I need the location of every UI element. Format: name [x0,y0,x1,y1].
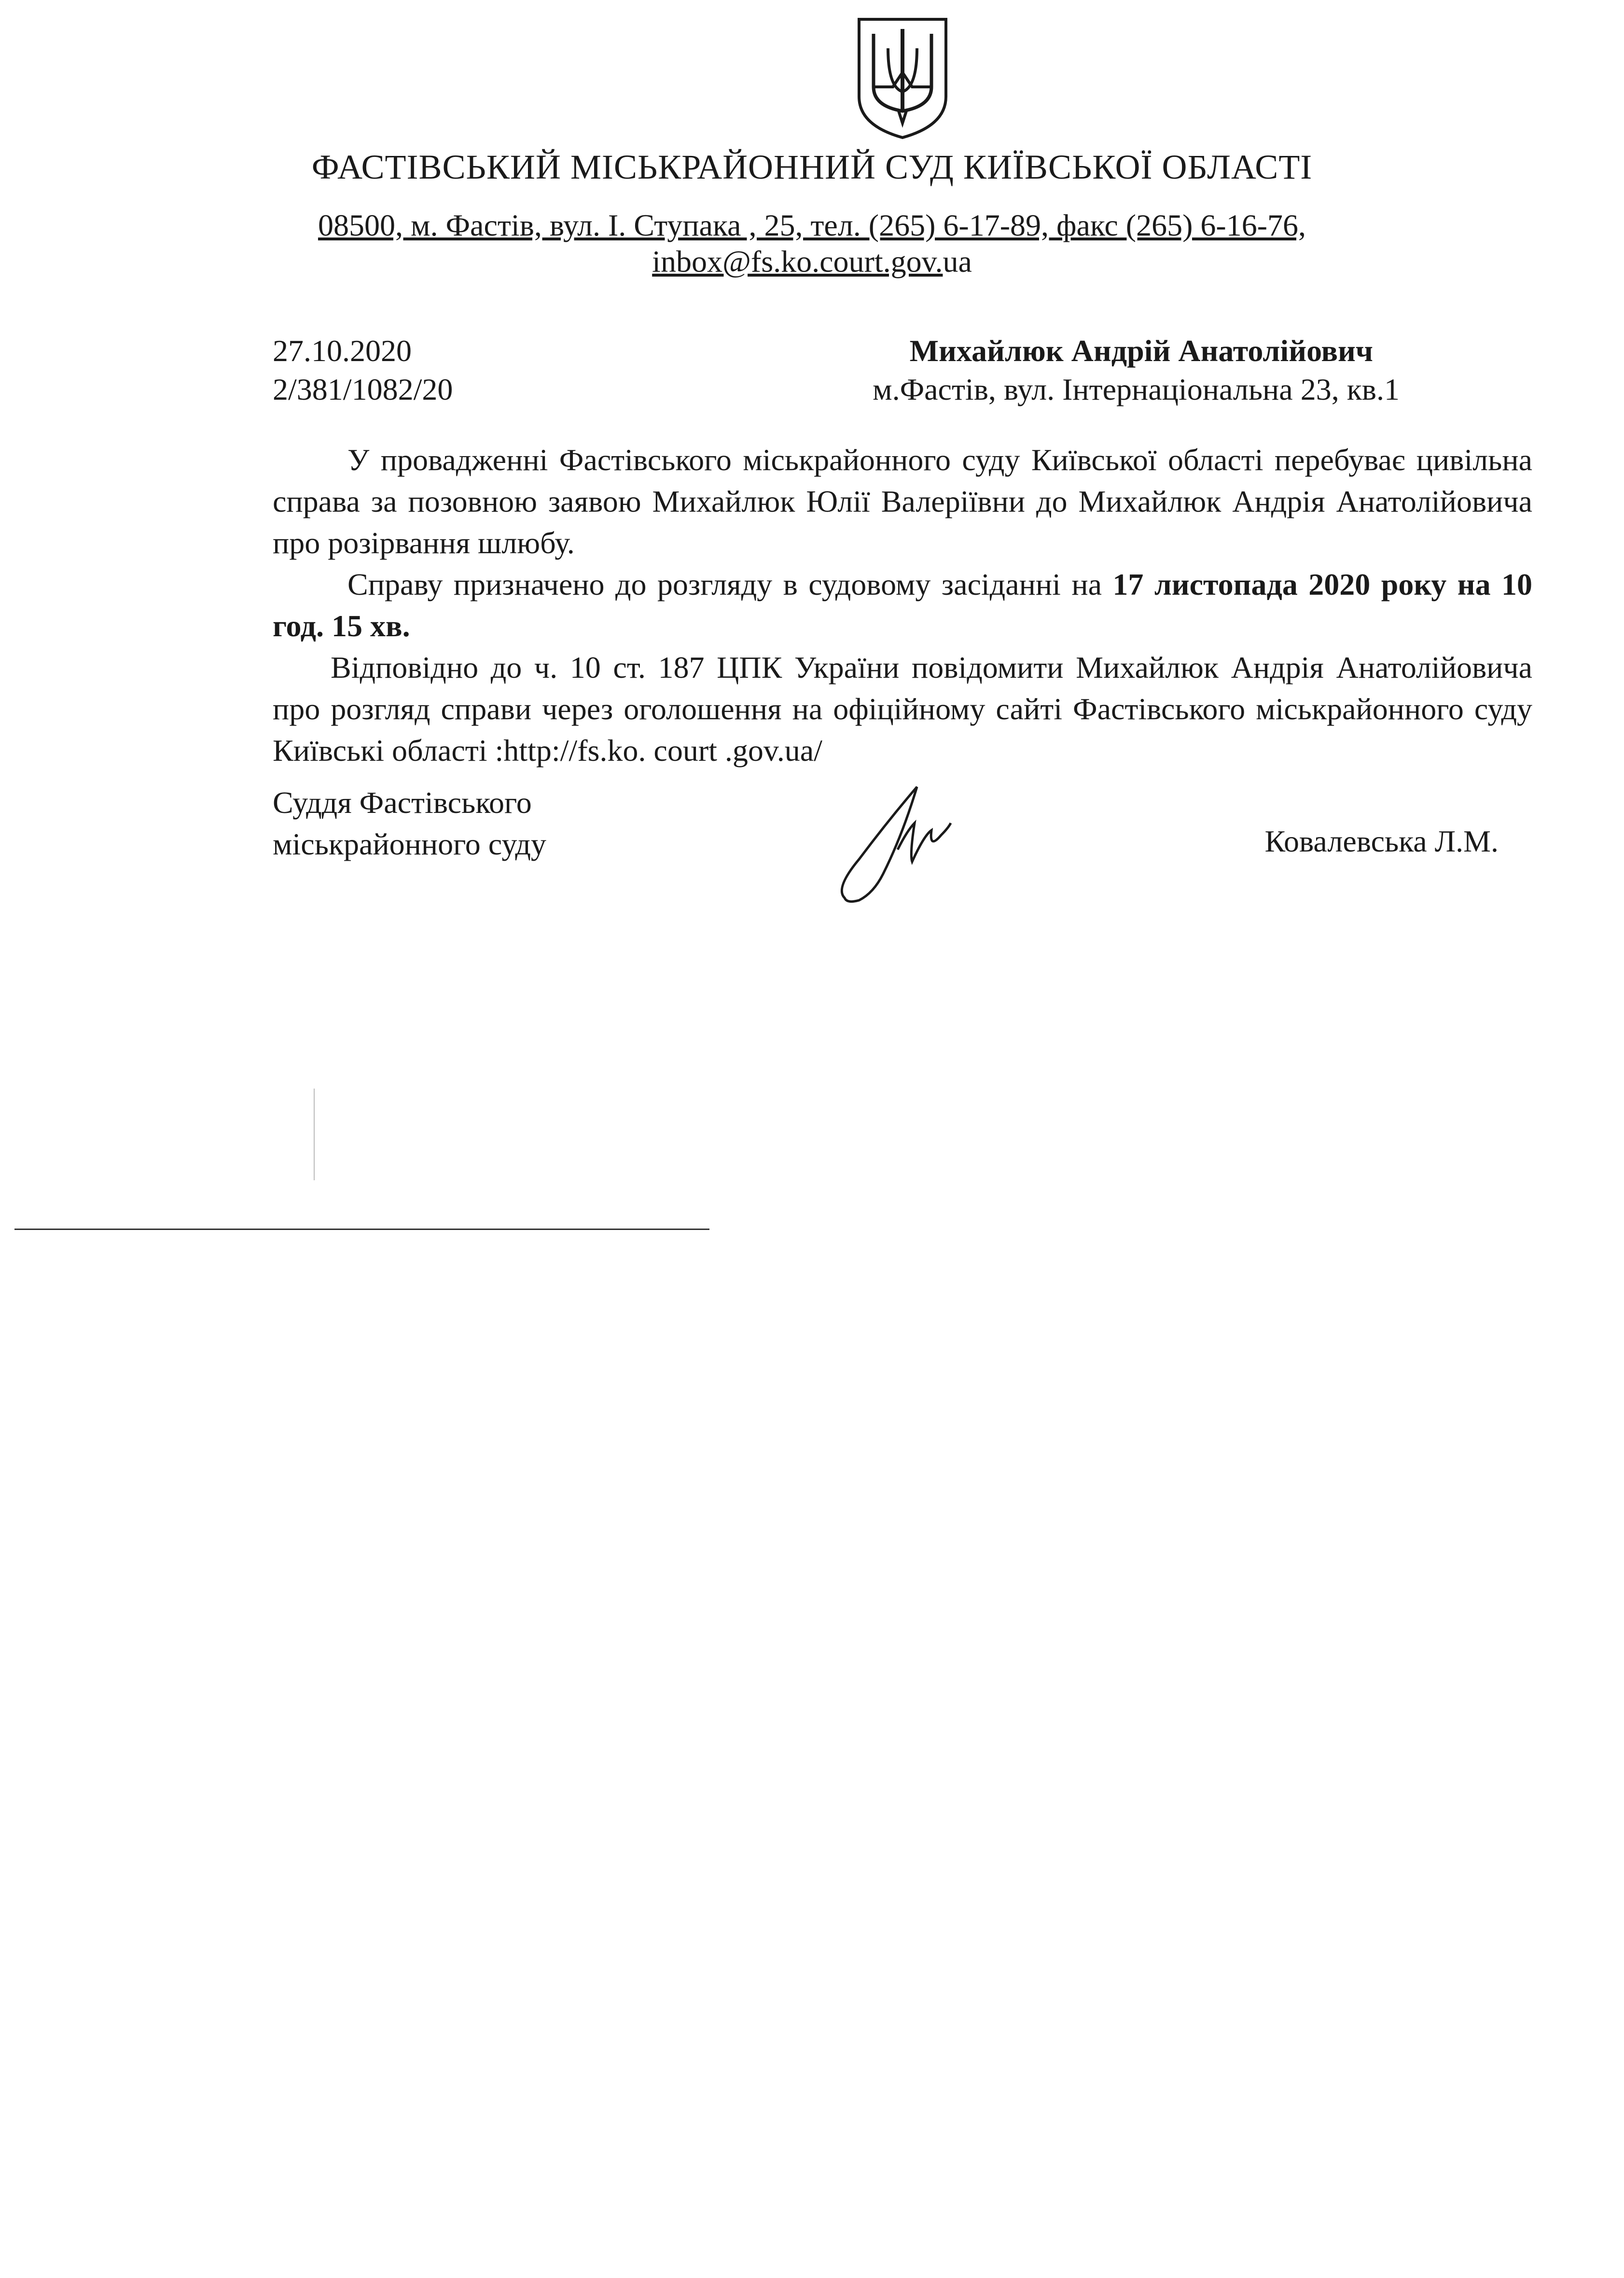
court-address: 08500, м. Фастів, вул. І. Ступака , 25, тел. (265) 6-17-89, факс (265) 6-16-76, [318,208,1306,242]
recipient-address: м.Фастів, вул. Інтернаціональна 23, кв.1 [873,372,1400,406]
trident-emblem-icon [854,14,951,140]
court-name: ФАСТІВСЬКИЙ МІСЬКРАЙОННИЙ СУД КИЇВСЬКОЇ ОБЛАСТІ [311,148,1313,186]
judge-title [273,782,546,865]
recipient-name: Михайлюк Андрій Анатолійович [909,334,1373,368]
scan-artifact-line [14,1229,709,1230]
paragraph-case: У провадженні Фастівського міськрайонного суду Київської області перебуває цивільна справа за позовною заявою Михайлюк Юлії Валеріївни до Михайлюк Андрія Анатолійовича про розірвання шлюбу. [273,443,1532,560]
hearing-text: Справу призначено до розгляду в судовому засіданні на [347,567,1113,601]
court-email [0,244,1624,280]
court-email-tail: ua [943,244,972,279]
judge-title-line-2: міськрайонного суду [273,827,546,861]
handwritten-signature [830,777,975,908]
hearing-datetime: 17 листопада 2020 року на 10 год. 15 хв. [273,567,1533,643]
document-date: 27.10.2020 [273,334,412,368]
judge-name: Ковалевська Л.М. [1264,824,1499,858]
paragraph-hearing [273,564,1532,647]
court-email-link[interactable]: inbox@fs.ko.court.gov. [652,244,943,279]
scan-artifact-tick [314,1089,315,1180]
paragraph-notification: Відповідно до ч. 10 ст. 187 ЦПК України повідомити Михайлюк Андрія Анатолійовича про розгляд справи через оголошення на офіційному сайті Фастівського міськрайонного суду Київські області :http://fs.ko. court .gov.ua/ [273,650,1532,768]
judge-title-line-1: Суддя Фастівського [273,785,532,820]
registration-number: 2/381/1082/20 [273,372,453,406]
notice-body [273,439,1532,771]
